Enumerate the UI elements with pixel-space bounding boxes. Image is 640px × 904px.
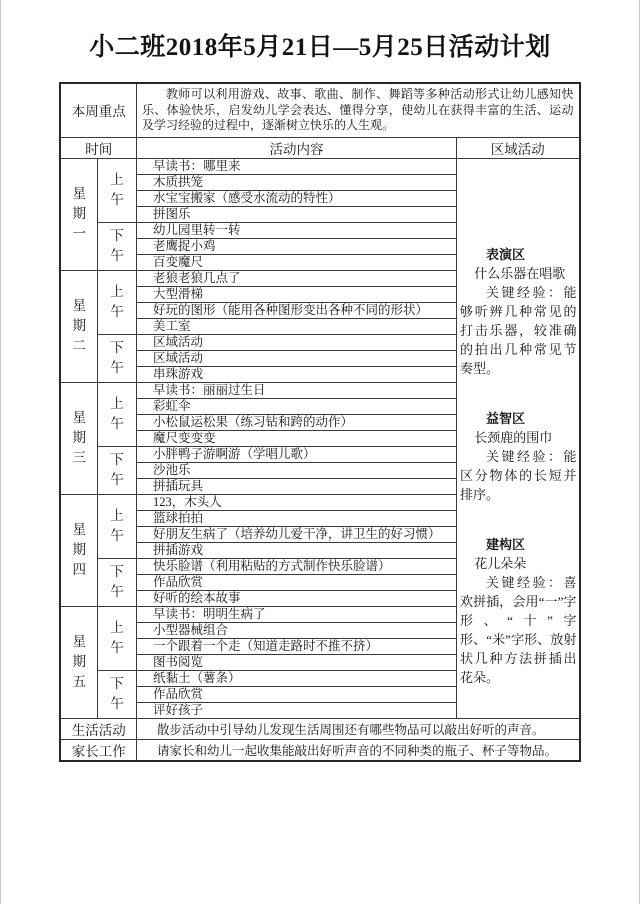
activity-text: 拼图乐 [136,206,456,222]
week-focus-text: 教师可以利用游戏、故事、歌曲、制作、舞蹈等多种活动形式让幼儿感知快乐、体验快乐，启发幼儿学会表达、懂得分享，使幼儿在获得丰富的生活、运动及学习经验的过程中，逐渐树立快乐的人生观。 [141,87,574,132]
activity-text: 拼插游戏 [136,542,456,558]
region-block [460,535,577,687]
activity-text: 小型器械组合 [136,622,456,638]
morning-label: 上午 [110,284,124,319]
life-activity-row [60,718,579,739]
activity-text: 美工室 [136,318,456,334]
day-label: 星期三 [72,410,86,465]
life-activity-label: 生活活动 [60,718,136,739]
activity-text: 作品欣赏 [136,574,456,590]
region-exp: 关键经验：能够听辨几种常见的打击乐器，较准确的拍出几种常见节奏型。 [459,284,577,376]
region-activity-header: 区域活动 [456,137,579,158]
activity-text: 沙池乐 [136,462,456,478]
parent-work-text: 请家长和幼儿一起收集能敲出好听声音的不同种类的瓶子、杯子等物品。 [136,739,579,761]
page-title: 小二班2018年5月21日—5月25日活动计划 [89,34,551,61]
week-focus-label: 本周重点 [60,83,136,137]
region-item: 什么乐器在唱歌 [474,265,566,281]
table-header-row [60,137,579,158]
weekly-plan-table [59,82,580,762]
activity-text: 纸黏土（薯条） [136,670,456,686]
region-exp: 关键经验：喜欢拼插，会用“一”字形、“十”字形、“米”字形、放射状几种方法拼插出花朵。 [459,574,577,685]
time-header: 时间 [60,137,136,158]
activity-content-header: 活动内容 [136,137,456,158]
activity-text: 作品欣赏 [136,686,456,702]
afternoon-label: 下午 [110,228,124,263]
afternoon-label: 下午 [110,340,124,375]
activity-text: 魔尺变变变 [136,430,456,446]
activity-text: 篮球拍拍 [136,510,456,526]
day-cell [60,158,97,270]
afternoon-cell [97,222,136,270]
activity-text: 小胖鸭子游啊游（学唱儿歌） [136,446,456,462]
region-block [460,409,577,504]
afternoon-label: 下午 [110,564,124,599]
parent-work-row [60,739,579,761]
activity-text: 百变魔尺 [136,254,456,270]
week-focus-cell [136,83,579,137]
activity-text: 水宝宝搬家（感受水流动的特性） [136,190,456,206]
activity-text: 早读书：哪里来 [136,158,456,174]
activity-text: 老狼老狼几点了 [136,270,456,286]
region-title: 表演区 [485,246,525,262]
activity-text: 老鹰捉小鸡 [136,238,456,254]
region-exp: 关键经验：能区分物体的长短并排序。 [459,448,577,502]
afternoon-cell [97,558,136,606]
day-label: 星期一 [72,186,86,241]
activity-text: 一个跟着一个走（知道走路时不推不挤） [136,638,456,654]
activity-text: 图书阅览 [136,654,456,670]
afternoon-cell [97,446,136,494]
day-label: 星期五 [72,634,86,689]
day-cell [60,270,97,382]
activity-text: 彩虹伞 [136,398,456,414]
morning-cell [97,158,136,222]
afternoon-cell [97,334,136,382]
morning-label: 上午 [110,172,124,207]
afternoon-label: 下午 [110,676,124,711]
day-cell [60,382,97,494]
afternoon-cell [97,670,136,718]
activity-text: 串珠游戏 [136,366,456,382]
activity-row [60,158,579,174]
day-label: 星期四 [72,522,86,577]
day-label: 星期二 [72,298,86,353]
morning-label: 上午 [110,620,124,655]
activity-text: 好朋友生病了（培养幼儿爱干净，讲卫生的好习惯） [136,526,456,542]
week-focus-row [60,83,579,137]
activity-text: 早读书：丽丽过生日 [136,382,456,398]
life-activity-text: 散步活动中引导幼儿发现生活周围还有哪些物品可以敲出好听的声音。 [136,718,579,739]
morning-cell [97,494,136,558]
activity-text: 123，木头人 [136,494,456,510]
activity-text: 好听的绘本故事 [136,590,456,606]
activity-text: 区域活动 [136,350,456,366]
morning-label: 上午 [110,396,124,431]
activity-text: 拼插玩具 [136,478,456,494]
region-item: 花儿朵朵 [474,555,527,571]
morning-label: 上午 [110,508,124,543]
activity-text: 快乐脸谱（利用粘贴的方式制作快乐脸谱） [136,558,456,574]
morning-cell [97,270,136,334]
plan-table-body [60,83,579,761]
region-title: 建构区 [485,536,525,552]
activity-text: 木质拱笼 [136,174,456,190]
day-cell [60,606,97,718]
activity-text: 大型滑梯 [136,286,456,302]
activity-text: 早读书：明明生病了 [136,606,456,622]
morning-cell [97,382,136,446]
activity-text: 好玩的图形（能用各种图形变出各种不同的形状） [136,302,456,318]
activity-text: 小松鼠运松果（练习钻和跨的动作） [136,414,456,430]
parent-work-label: 家长工作 [60,739,136,761]
region-item: 长颈鹿的围巾 [474,429,553,445]
day-cell [60,494,97,606]
activity-text: 幼儿园里转一转 [136,222,456,238]
activity-text: 区域活动 [136,334,456,350]
activity-text: 评好孩子 [136,702,456,718]
region-title: 益智区 [485,410,525,426]
morning-cell [97,606,136,670]
afternoon-label: 下午 [110,452,124,487]
region-block [460,245,577,378]
region-activity-cell [456,158,579,718]
